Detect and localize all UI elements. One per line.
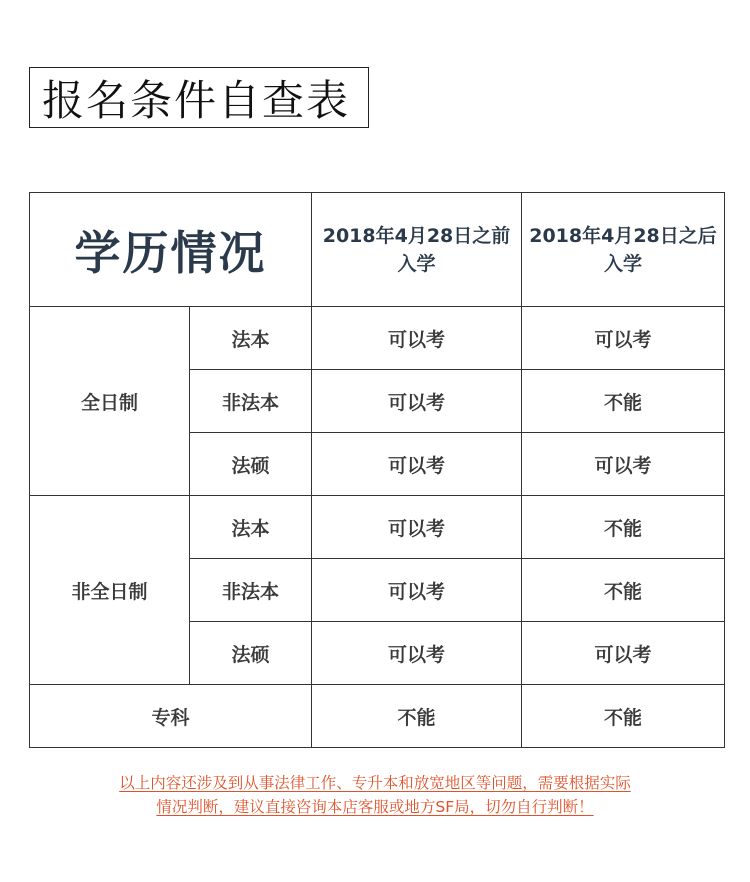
column-header-after: 2018年4月28日之后入学 — [522, 193, 725, 307]
table-corner-heading: 学历情况 — [30, 193, 312, 307]
cell-before: 可以考 — [312, 433, 522, 496]
cell-before: 不能 — [312, 685, 522, 748]
row-subcategory: 法硕 — [190, 622, 312, 685]
row-subcategory: 法硕 — [190, 433, 312, 496]
column-header-before: 2018年4月28日之前入学 — [312, 193, 522, 307]
row-subcategory: 法本 — [190, 496, 312, 559]
cell-after: 可以考 — [522, 622, 725, 685]
group-label-zhuanke: 专科 — [30, 685, 312, 748]
cell-before: 可以考 — [312, 307, 522, 370]
notice-text — [0, 771, 750, 819]
cell-after: 不能 — [522, 370, 725, 433]
group-label-fulltime: 全日制 — [30, 307, 190, 496]
table-row — [30, 307, 725, 370]
cell-after: 不能 — [522, 559, 725, 622]
row-subcategory: 非法本 — [190, 559, 312, 622]
row-subcategory: 非法本 — [190, 370, 312, 433]
cell-after: 可以考 — [522, 307, 725, 370]
cell-before: 可以考 — [312, 496, 522, 559]
cell-before: 可以考 — [312, 622, 522, 685]
table-row — [30, 496, 725, 559]
row-subcategory: 法本 — [190, 307, 312, 370]
cell-before: 可以考 — [312, 559, 522, 622]
group-label-parttime: 非全日制 — [30, 496, 190, 685]
notice-line-2: 情况判断，建议直接咨询本店客服或地方SF局，切勿自行判断！ — [156, 798, 594, 816]
cell-after: 可以考 — [522, 433, 725, 496]
cell-before: 可以考 — [312, 370, 522, 433]
table-row — [30, 685, 725, 748]
notice-line-1: 以上内容还涉及到从事法律工作、专升本和放宽地区等问题，需要根据实际 — [119, 774, 631, 792]
page-title: 报名条件自查表 — [29, 67, 369, 128]
cell-after: 不能 — [522, 685, 725, 748]
eligibility-table — [29, 192, 725, 748]
cell-after: 不能 — [522, 496, 725, 559]
table-header-row — [30, 193, 725, 307]
